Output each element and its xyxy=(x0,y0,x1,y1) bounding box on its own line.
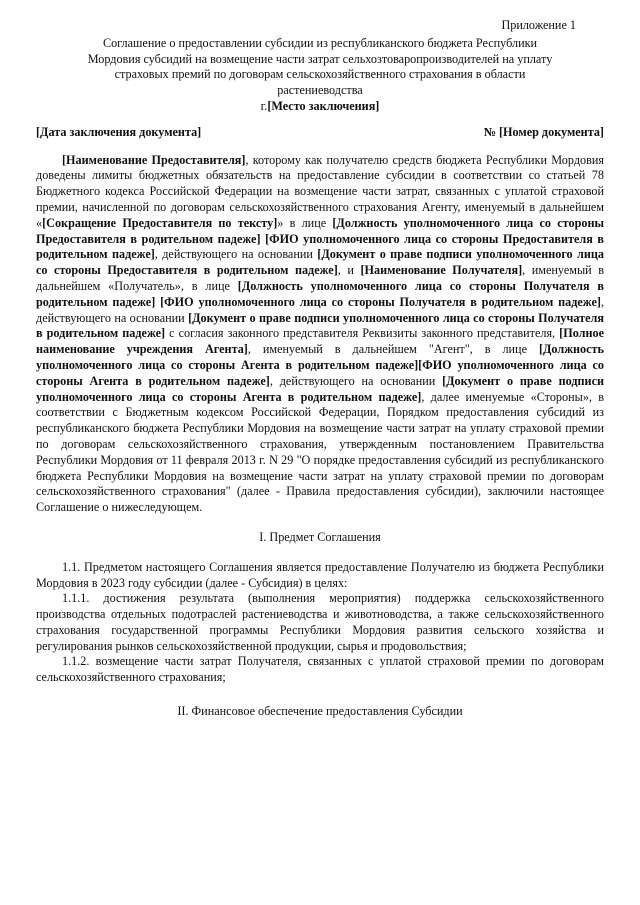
preamble-text-11: , далее именуемые «Стороны», в соответствии с Бюджетным кодексом Российской Федерации, Порядком предоставления субсидий из республиканского бюджета Республики Мордовия на возмещение части затрат на уплату страховой премии по договорам сельскохозяйственного страхования, утвержденным постановлением Правительства Республики Мордовия от 11 февраля 2013 г. N 29 "О порядке предоставления субсидий из республиканского бюджета Республики Мордовия на возмещение части затрат на уплату страховой премии по договорам сельскохозяйственного страхования" (далее - Правила предоставления субсидии), заключили настоящее Соглашение о нижеследующем. xyxy=(36,389,604,515)
preamble-text-5: , именуемый в дальнейшем «Получатель», в лице xyxy=(36,263,604,293)
clause-1-1-1: 1.1.1. достижения результата (выполнения мероприятия) поддержка сельскохозяйственного производства отдельных подотраслей растениеводства и животноводства, а также сельскохозяйственного страхования государственной программы Республики Мордовия развития сельского хозяйства и регулирования рынков сельскохозяйственной продукции, сырья и продовольствия; xyxy=(36,591,604,653)
agent-name: [Полное наименование учреждения Агента] xyxy=(36,326,604,357)
preamble-text-3: , действующего на основании xyxy=(154,247,318,262)
document-title-line-3: страховых премий по договорам сельскохозяйственного страхования в области xyxy=(114,67,526,82)
preamble-text-7: , действующего на основании xyxy=(36,294,604,325)
number-placeholder: № [Номер документа] xyxy=(483,124,604,139)
preamble-paragraph xyxy=(36,153,604,516)
clause-1-1: 1.1. Предметом настоящего Соглашения является предоставление Получателю из бюджета Республики Мордовия в 2023 году субсидии (далее - Субсидия) в целях: xyxy=(36,559,604,590)
grantor-signatory: [Должность уполномоченного лица со стороны Предоставителя в родительном падеже] [ФИО уполномоченного лица со стороны Предоставителя в родительном падеже] xyxy=(36,215,604,262)
preamble-text-1: , которому как получателю средств бюджета Республики Мордовия доведены лимиты бюджетных обязательств на предоставление субсидии в соответствии со статьей 78 Бюджетного кодекса Российской Федерации на возмещение части затрат, связанных с уплатой страховой премии, начисленной по договорам сельскохозяйственного страхования Агенту, именуемый в дальнейшем « xyxy=(36,152,604,230)
recipient-authority-document: [Документ о праве подписи уполномоченного лица со стороны Получателя в родительном падеже] xyxy=(36,310,604,341)
grantor-name: [Наименование Предоставителя] xyxy=(62,152,246,167)
agent-authority-document: [Документ о праве подписи уполномоченного лица со стороны Агента в родительном падеже] xyxy=(36,373,604,404)
preamble-text-10: , действующего на основании xyxy=(269,373,443,388)
preamble-text-4: , и xyxy=(337,263,361,278)
preamble-text-8: с согласия законного представителя Реквизиты законного представителя, xyxy=(165,326,560,341)
place-line xyxy=(36,99,604,115)
agent-signatory: [Должность уполномоченного лица со стороны Агента в родительном падеже][ФИО уполномоченного лица со стороны Агента в родительном падеже] xyxy=(36,342,604,388)
date-placeholder: [Дата заключения документа] xyxy=(36,124,202,139)
document-title-line-2: Мордовия субсидий на возмещение части затрат сельхозтоваропроизводителей на уплату xyxy=(87,51,553,66)
grantor-short-name: [Сокращение Предоставителя по тексту] xyxy=(42,215,278,230)
place-placeholder: [Место заключения] xyxy=(267,98,380,113)
clause-1-1-2: 1.1.2. возмещение части затрат Получателя, связанных с уплатой страховой премии по договорам сельскохозяйственного страхования; xyxy=(36,654,604,685)
preamble-text-2: » в лице xyxy=(277,215,333,230)
recipient-name: [Наименование Получателя] xyxy=(360,263,523,278)
preamble-text-9: , именуемый в дальнейшем "Агент", в лице xyxy=(247,342,539,357)
document-title-line-4: растениеводства xyxy=(277,83,363,98)
date-number-row xyxy=(36,125,604,141)
section-1-heading: I. Предмет Соглашения xyxy=(259,529,381,544)
section-2-heading: II. Финансовое обеспечение предоставления Субсидии xyxy=(177,704,463,719)
document-title-line-1: Соглашение о предоставлении субсидии из республиканского бюджета Республики xyxy=(102,35,538,50)
recipient-signatory: [ФИО уполномоченного лица со стороны Получателя в родительном падеже] xyxy=(160,294,601,309)
place-prefix: г. xyxy=(260,98,268,113)
recipient-position: [Должность уполномоченного лица со стороны Получателя в родительном падеже] xyxy=(36,278,604,309)
appendix-label: Приложение 1 xyxy=(501,18,576,32)
grantor-authority-document: [Документ о праве подписи уполномоченного лица со стороны Предоставителя в родительном падеже] xyxy=(36,247,605,278)
